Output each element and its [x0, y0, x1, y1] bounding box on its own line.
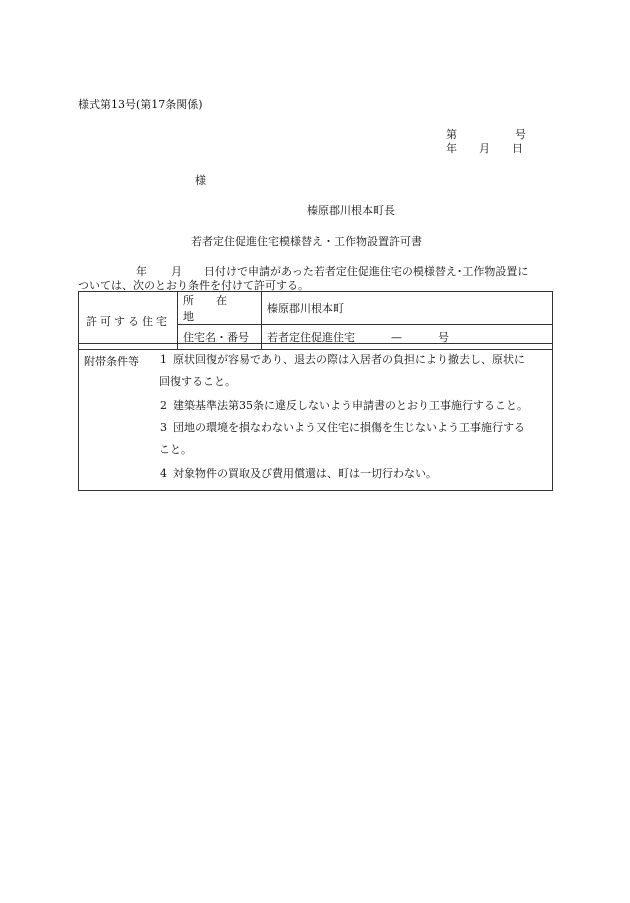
- condition-number: 2: [160, 399, 167, 412]
- permit-table: [78, 291, 553, 350]
- condition-number: 1: [160, 353, 167, 366]
- intro-year: 年: [136, 265, 147, 278]
- addressee-suffix: 様: [195, 174, 206, 187]
- location-value: 榛原郡川根本町: [262, 292, 553, 325]
- condition-text-continued: こと。: [159, 443, 192, 456]
- issue-date: [446, 140, 523, 156]
- condition-text: 団地の環境を損なわないよう又住宅に損傷を生じないよう工事施行する: [173, 421, 525, 434]
- conditions-box: [78, 343, 553, 491]
- intro-line-2: ついては、次のとおり条件を付けて許可する。: [78, 279, 309, 292]
- document-title: 若者定住促進住宅模様替え・工作物設置許可書: [191, 235, 422, 248]
- date-year: 年: [446, 142, 457, 155]
- condition-item: [153, 463, 549, 485]
- form-number: 様式第13号(第17条関係): [78, 98, 203, 111]
- condition-number: 4: [160, 467, 167, 480]
- intro-line-1-text: 日付けで申請があった若者定住促進住宅の模様替え･工作物設置に: [204, 265, 529, 278]
- condition-text-continued: 回復すること。: [159, 375, 236, 388]
- number-label-go: 号: [515, 128, 526, 141]
- condition-text: 原状回復が容易であり、退去の際は入居者の負担により撤去し、原状に: [173, 353, 525, 366]
- date-month: 月: [479, 142, 490, 155]
- date-day: 日: [512, 142, 523, 155]
- condition-item: [153, 349, 549, 393]
- intro-month: 月: [171, 265, 182, 278]
- condition-text: 対象物件の買取及び費用償還は、町は一切行わない。: [173, 467, 437, 480]
- name-number-label: 住宅名・番号: [178, 325, 262, 350]
- condition-item: [153, 417, 549, 461]
- number-go: 号: [438, 331, 449, 344]
- issuer: 榛原郡川根本町長: [307, 204, 395, 217]
- location-label: 所 在 地: [178, 292, 262, 325]
- condition-number: 3: [160, 421, 167, 434]
- housing-name: 若者定住促進住宅: [267, 331, 355, 344]
- number-label-dai: 第: [446, 128, 457, 141]
- permit-table-heading: 許可する住宅: [79, 292, 178, 350]
- conditions-label: 附帯条件等: [84, 355, 139, 368]
- condition-item: [153, 395, 549, 417]
- condition-text: 建築基準法第35条に違反しないよう申請書のとおり工事施行すること。: [173, 399, 528, 412]
- number-dash: —: [391, 331, 402, 344]
